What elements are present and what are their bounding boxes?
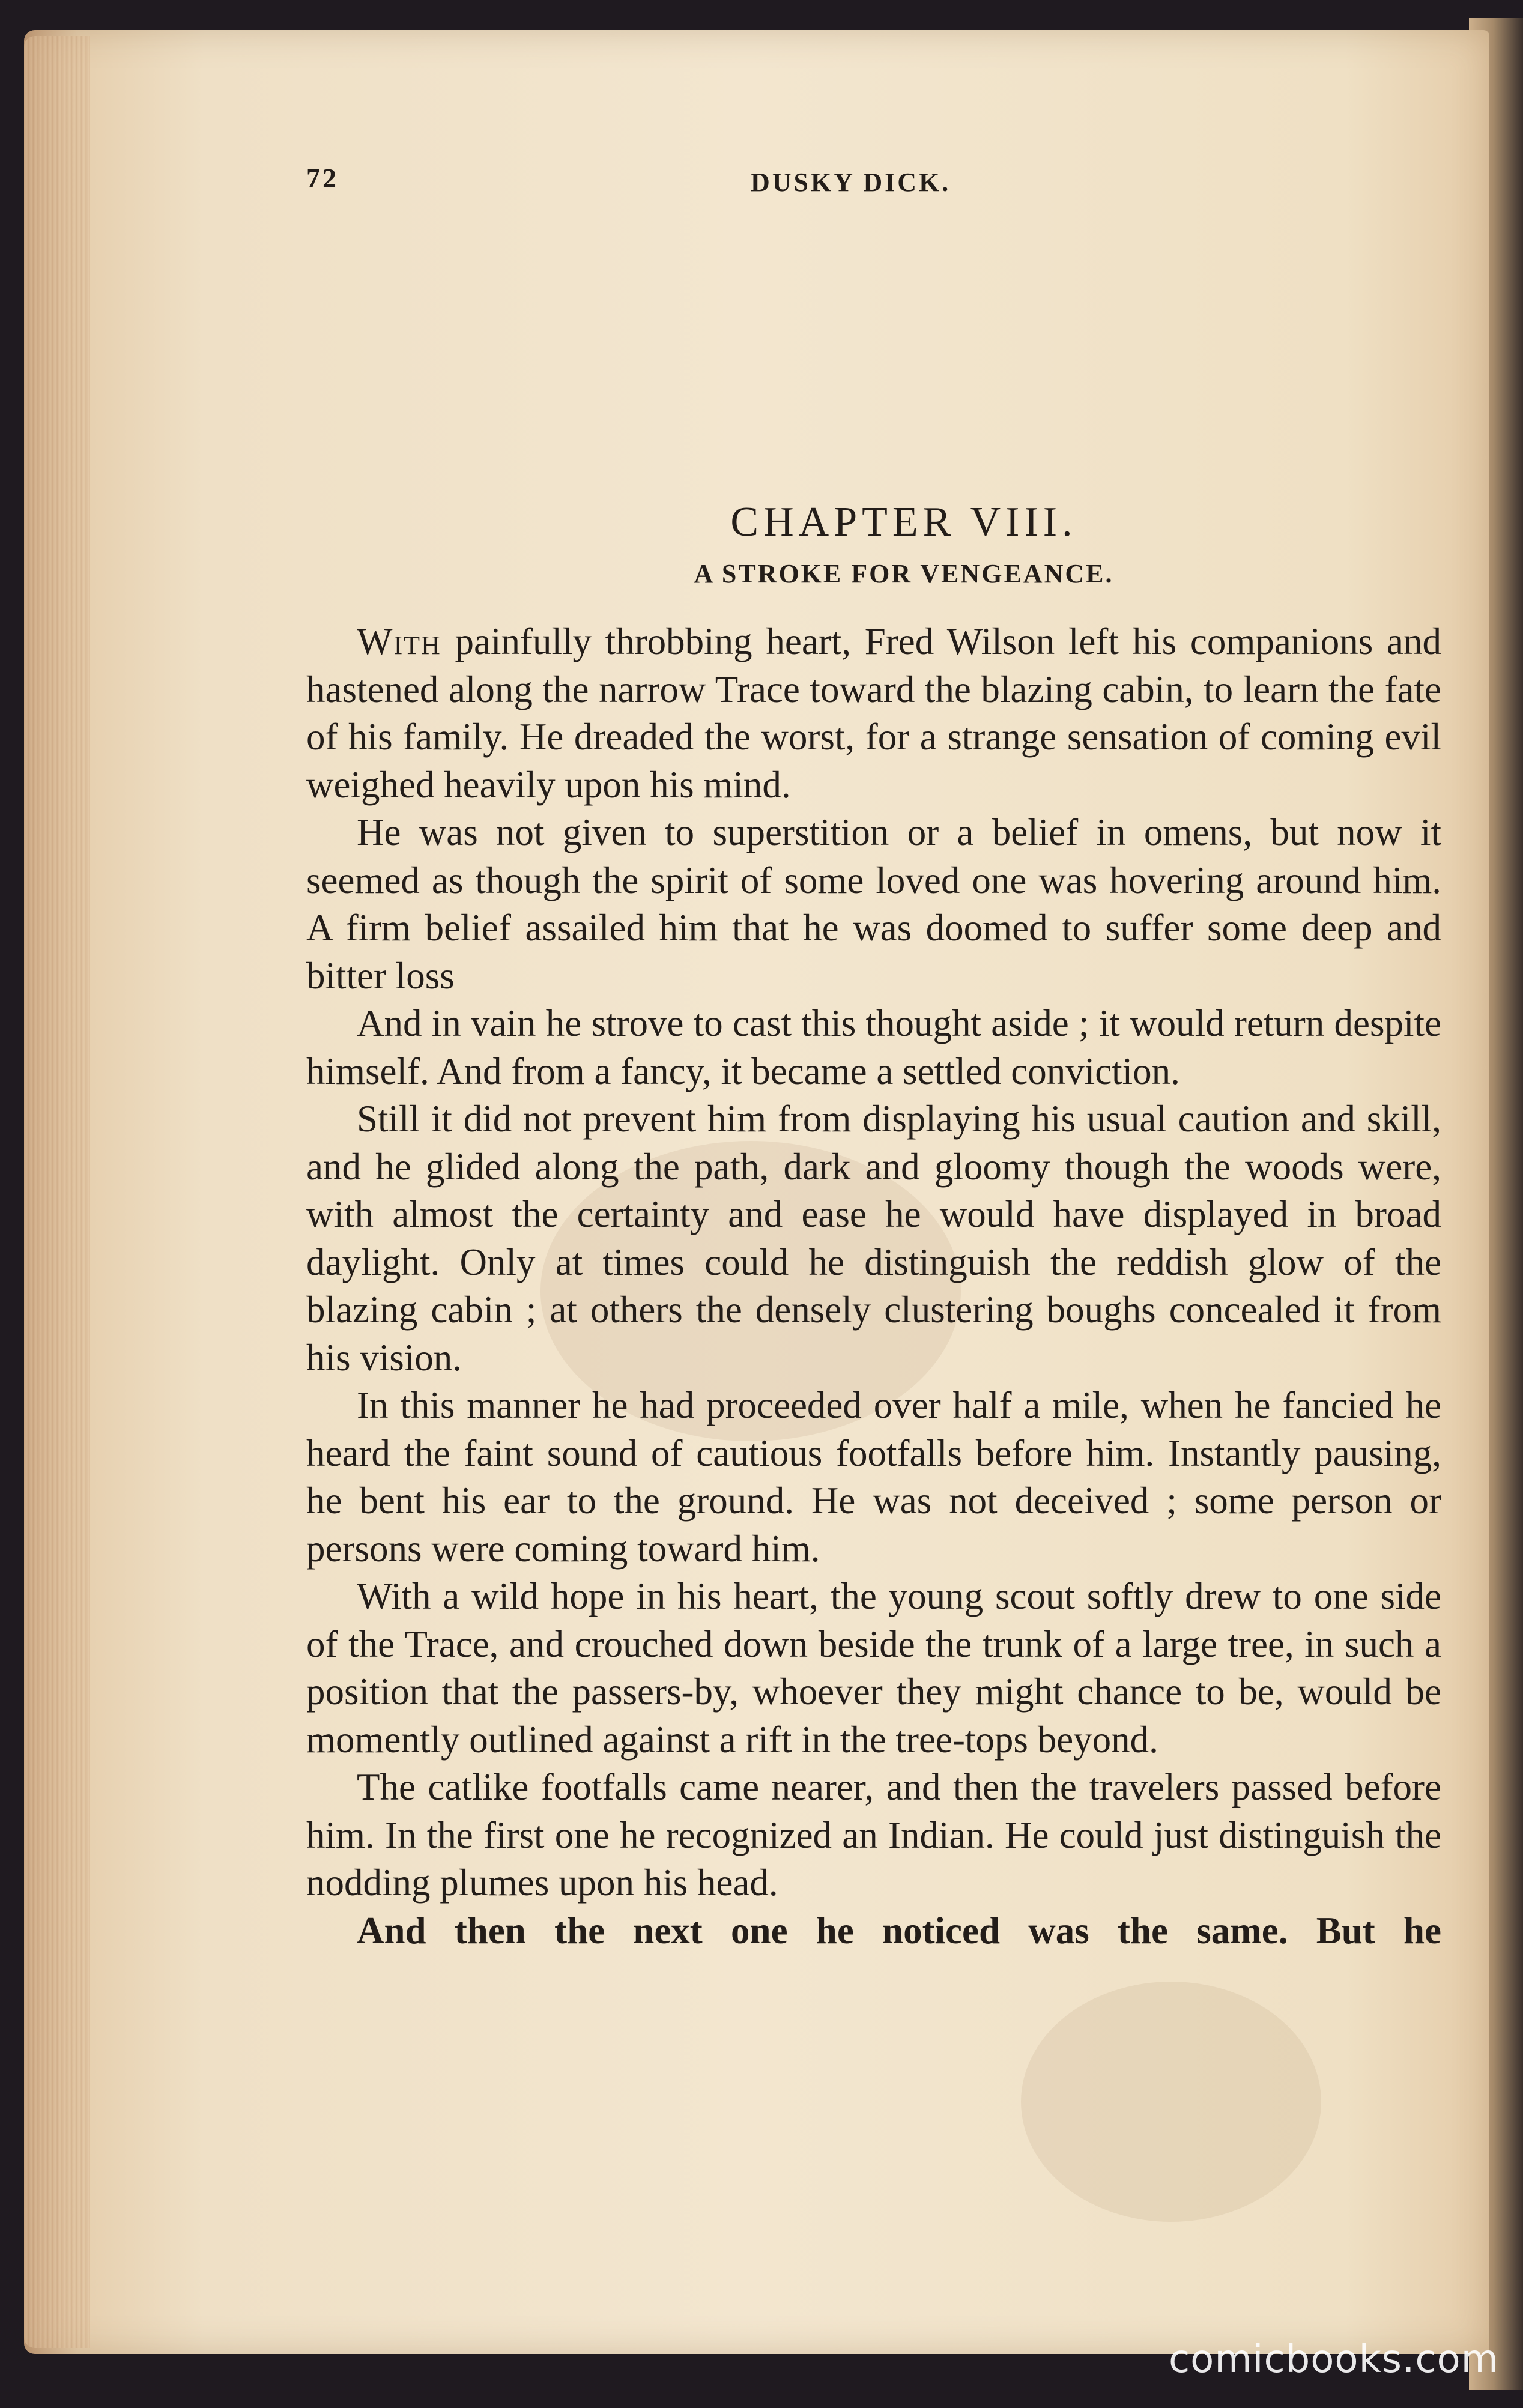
- paragraph: [306, 1764, 1441, 1907]
- running-head-title: DUSKY DICK.: [751, 168, 951, 197]
- chapter-title: CHAPTER VIII.: [730, 499, 1077, 545]
- paragraph-text: Still it did not prevent him from displaying his usual caution and skill, and he glided along the path, dark and gloomy though the woods were, with almost the certainty and ease he would have displayed in broad daylight. Only at times could he distinguish the reddish glow of the blazing cabin ; at others the densely clustering boughs concealed it from his vision.: [306, 1098, 1441, 1379]
- paragraph: [306, 809, 1441, 1000]
- paragraph-text: In this manner he had proceeded over half a mile, when he fancied he heard the faint sound of cautious footfalls before him. Instantly pausing, he bent his ear to the ground. He was not deceived ; some person or persons were coming toward him.: [306, 1384, 1441, 1570]
- chapter-subtitle: A STROKE FOR VENGEANCE.: [694, 559, 1114, 588]
- paragraph-text: And then the next one he noticed was the same. But he: [357, 1909, 1441, 1952]
- paragraph-text: painfully throbbing heart, Fred Wilson left his companions and hastened along the narrow Trace toward the blazing cabin, to learn the fate of his family. He dreaded the worst, for a strange sensation of coming evil weighed heavily upon his mind.: [306, 620, 1441, 806]
- paragraph: [306, 1000, 1441, 1095]
- paragraph-lead-word: With: [357, 620, 441, 662]
- page-text-block: [306, 150, 1441, 1955]
- paragraph-text: With a wild hope in his heart, the young scout softly drew to one side of the Trace, and crouched down beside the trunk of a large tree, in such a position that the passers-by, whoever they might chance to be, would be momently outlined against a rift in the tree-tops beyond.: [306, 1575, 1441, 1761]
- paragraph: [306, 618, 1441, 809]
- paragraph: [306, 1907, 1441, 1955]
- page-edges: [24, 36, 90, 2348]
- paragraph: [306, 1382, 1441, 1573]
- chapter-body: [306, 618, 1441, 1955]
- running-head: [306, 150, 1441, 198]
- paragraph-text: And in vain he strove to cast this thought aside ; it would return despite himself. And from a fancy, it became a settled conviction.: [306, 1002, 1441, 1092]
- paragraph: [306, 1095, 1441, 1382]
- site-watermark: comicbooks.com: [1168, 2337, 1499, 2382]
- paragraph-text: He was not given to superstition or a belief in omens, but now it seemed as though the spirit of some loved one was hovering around him. A firm belief assailed him that he was doomed to suffer some deep and bitter loss: [306, 811, 1441, 997]
- paragraph: [306, 1573, 1441, 1764]
- paragraph-text: The catlike footfalls came nearer, and then the travelers passed before him. In the first one he recognized an Indian. He could just distinguish the nodding plumes upon his head.: [306, 1766, 1441, 1904]
- paper-stain: [1021, 1982, 1321, 2222]
- page-number: 72: [306, 163, 339, 193]
